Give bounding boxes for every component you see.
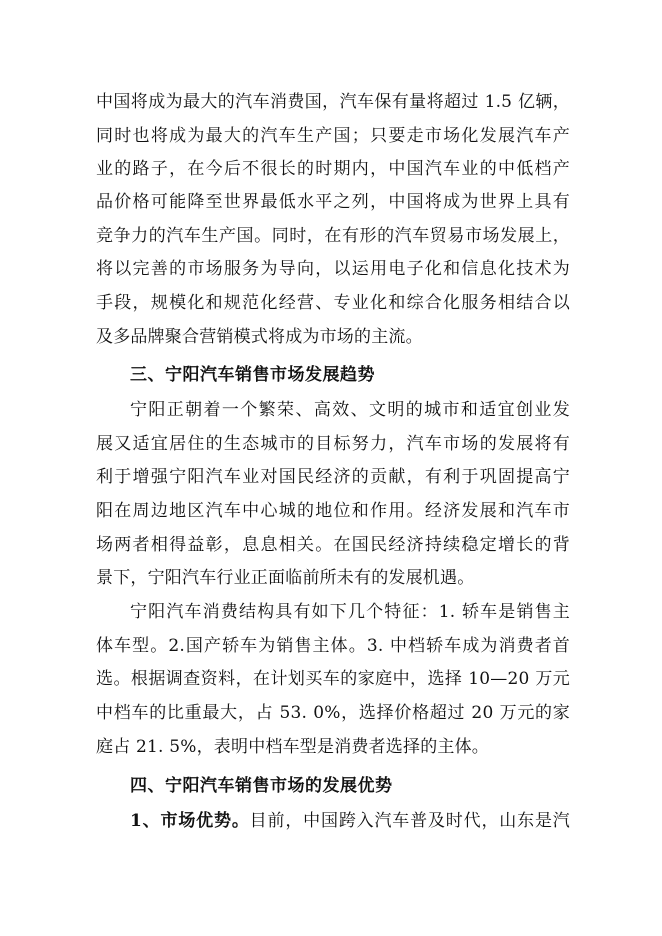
section-heading: 四、宁阳汽车销售市场的发展优势 [130,776,393,796]
paragraph-line: 场两者相得益彰，息息相关。在国民经济持续稳定增长的背 [96,535,570,555]
paragraph-line: 展又适宜居住的生态城市的目标努力，汽车市场的发展将有 [96,434,570,454]
paragraph-line: 景下，宁阳汽车行业正面临前所未有的发展机遇。 [96,568,475,588]
paragraph-line: 选。根据调查资料，在计划买车的家庭中，选择 10—20 万元 [96,669,570,689]
paragraph-line: 体车型。2.国产轿车为销售主体。3. 中档轿车成为消费者首 [96,636,570,656]
paragraph-text: 目前，中国跨入汽车普及时代，山东是汽 [249,811,570,831]
paragraph-line: 中档车的比重最大，占 53. 0%，选择价格超过 20 万元的家 [96,703,570,723]
paragraph-line: 业的路子，在今后不很长的时期内，中国汽车业的中低档产 [96,159,570,179]
paragraph-line: 将以完善的市场服务为导向，以运用电子化和信息化技术为 [96,259,570,279]
paragraph-line: 竞争力的汽车生产国。同时，在有形的汽车贸易市场发展上， [96,226,570,246]
paragraph-line: 阳在周边地区汽车中心城的地位和作用。经济发展和汽车市 [96,501,570,521]
paragraph-line: 宁阳汽车消费结构具有如下几个特征：1. 轿车是销售主 [130,602,570,622]
paragraph-line: 及多品牌聚合营销模式将成为市场的主流。 [96,327,423,347]
paragraph-line: 庭占 21. 5%，表明中档车型是消费者选择的主体。 [96,737,490,757]
paragraph-line: 中国将成为最大的汽车消费国，汽车保有量将超过 1.5 亿辆， [96,92,570,112]
paragraph-lead: 1、市场优势。 [130,811,250,831]
paragraph-line [130,810,570,832]
section-heading: 三、宁阳汽车销售市场发展趋势 [130,365,375,385]
paragraph-line: 手段，规模化和规范化经营、专业化和综合化服务相结合以 [96,293,570,313]
paragraph-line: 品价格可能降至世界最低水平之列，中国将成为世界上具有 [96,192,570,212]
paragraph-line: 利于增强宁阳汽车业对国民经济的贡献，有利于巩固提高宁 [96,467,570,487]
paragraph-line: 同时也将成为最大的汽车生产国；只要走市场化发展汽车产 [96,126,570,146]
paragraph-line: 宁阳正朝着一个繁荣、高效、文明的城市和适宜创业发 [130,400,570,420]
